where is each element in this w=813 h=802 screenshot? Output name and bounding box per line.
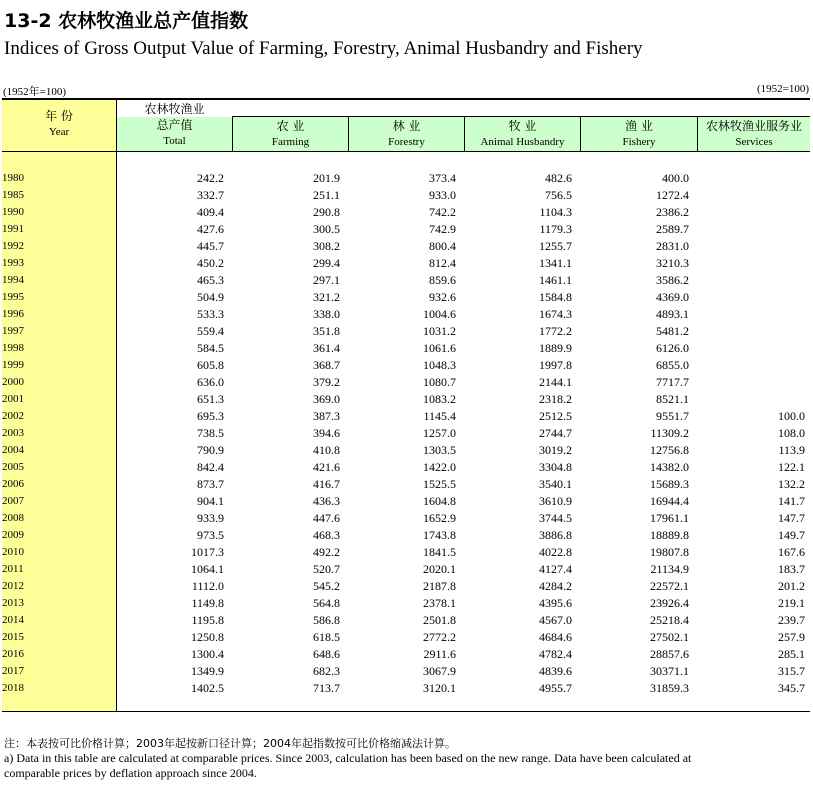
cell-animal: 1461.1 [539,273,572,287]
cell-farming: 387.3 [313,409,340,423]
cell-fishery: 25218.4 [650,613,689,627]
cell-animal: 2318.2 [539,392,572,406]
cell-fishery: 19807.8 [650,545,689,559]
cell-fishery: 9551.7 [656,409,689,423]
cell-total: 873.7 [197,477,224,491]
cell-fishery: 18889.8 [650,528,689,542]
table-row [2,663,805,680]
cell-total: 1017.3 [191,545,224,559]
cell-animal: 1674.3 [539,307,572,321]
cell-animal: 1341.1 [539,256,572,270]
cell-total: 842.4 [197,460,224,474]
cell-animal: 3886.8 [539,528,572,542]
cell-forestry: 933.0 [429,188,456,202]
table-row [2,459,805,476]
cell-animal: 482.6 [545,171,572,185]
cell-forestry: 2187.8 [423,579,456,593]
cell-total: 904.1 [197,494,224,508]
cell-farming: 251.1 [313,188,340,202]
cell-year: 2010 [2,546,24,558]
cell-animal: 1104.3 [539,205,572,219]
table-row [2,425,805,442]
header-services-en: Services [735,136,773,148]
header-animal-husbandry [465,118,580,150]
cell-year: 1992 [2,240,24,252]
cell-animal: 4567.0 [539,613,572,627]
header-fishery-en: Fishery [622,136,656,148]
cell-farming: 447.6 [313,511,340,525]
cell-farming: 564.8 [313,596,340,610]
cell-forestry: 2020.1 [423,562,456,576]
cell-animal: 4839.6 [539,664,572,678]
cell-farming: 290.8 [313,205,340,219]
cell-year: 2006 [2,478,24,490]
cell-services: 122.1 [778,460,805,474]
cell-farming: 545.2 [313,579,340,593]
cell-farming: 648.6 [313,647,340,661]
cell-total: 933.9 [197,511,224,525]
cell-total: 636.0 [197,375,224,389]
cell-forestry: 2378.1 [423,596,456,610]
cell-year: 2000 [2,376,24,388]
table-row [2,170,805,187]
cell-services [689,391,805,408]
table-row [2,612,805,629]
cell-farming: 308.2 [313,239,340,253]
cell-forestry: 800.4 [429,239,456,253]
cell-fishery: 3586.2 [656,273,689,287]
cell-total: 1402.5 [191,681,224,695]
table-row [2,187,805,204]
cell-services: 132.2 [778,477,805,491]
cell-year: 2001 [2,393,24,405]
table-row [2,680,805,697]
cell-farming: 394.6 [313,426,340,440]
cell-forestry: 3120.1 [423,681,456,695]
cell-services [689,306,805,323]
cell-year: 1999 [2,359,24,371]
cell-farming: 368.7 [313,358,340,372]
header-services [698,118,810,150]
cell-animal: 4955.7 [539,681,572,695]
cell-fishery: 2386.2 [656,205,689,219]
cell-fishery: 22572.1 [650,579,689,593]
table-row [2,578,805,595]
cell-farming: 201.9 [313,171,340,185]
cell-fishery: 21134.9 [650,562,689,576]
cell-farming: 520.7 [313,562,340,576]
cell-year: 2003 [2,427,24,439]
cell-total: 1149.8 [191,596,224,610]
cell-year: 1993 [2,257,24,269]
header-farming [233,118,348,150]
cell-farming: 299.4 [313,256,340,270]
page-title-cn: 13-2 农林牧渔业总产值指数 [4,10,249,32]
page-title-en: Indices of Gross Output Value of Farming, Forestry, Animal Husbandry and Fishery [4,38,643,59]
cell-animal: 2144.1 [539,375,572,389]
cell-services [689,170,805,187]
table-row [2,510,805,527]
cell-forestry: 1080.7 [423,375,456,389]
table-row [2,646,805,663]
top-rule [2,98,810,100]
cell-forestry: 1004.6 [423,307,456,321]
cell-fishery: 6126.0 [656,341,689,355]
cell-fishery: 7717.7 [656,375,689,389]
cell-animal: 4782.4 [539,647,572,661]
table-row [2,527,805,544]
cell-animal: 1584.8 [539,290,572,304]
cell-total: 1195.8 [191,613,224,627]
cell-fishery: 4369.0 [656,290,689,304]
header-year [2,108,116,140]
cell-farming: 410.8 [313,443,340,457]
cell-services [689,357,805,374]
cell-forestry: 1422.0 [423,460,456,474]
table-row [2,323,805,340]
cell-year: 2018 [2,682,24,694]
cell-total: 533.3 [197,307,224,321]
cell-animal: 3019.2 [539,443,572,457]
cell-farming: 416.7 [313,477,340,491]
cell-farming: 300.5 [313,222,340,236]
cell-forestry: 1525.5 [423,477,456,491]
cell-animal: 1179.3 [539,222,572,236]
cell-forestry: 742.9 [429,222,456,236]
cell-total: 1300.4 [191,647,224,661]
cell-year: 2008 [2,512,24,524]
cell-services [689,255,805,272]
cell-farming: 369.0 [313,392,340,406]
cell-services [689,238,805,255]
cell-forestry: 1031.2 [423,324,456,338]
cell-year: 1994 [2,274,24,286]
cell-services: 201.2 [778,579,805,593]
header-animal-en: Animal Husbandry [480,136,565,148]
cell-forestry: 3067.9 [423,664,456,678]
cell-services: 239.7 [778,613,805,627]
cell-forestry: 742.2 [429,205,456,219]
cell-year: 2012 [2,580,24,592]
data-table [2,170,805,697]
cell-services: 147.7 [778,511,805,525]
table-row [2,544,805,561]
cell-year: 2011 [2,563,24,575]
cell-total: 1112.0 [191,579,224,593]
cell-year: 1998 [2,342,24,354]
cell-animal: 1889.9 [539,341,572,355]
cell-year: 2004 [2,444,24,456]
cell-services: 167.6 [778,545,805,559]
cell-forestry: 859.6 [429,273,456,287]
footnote-en-1: a) Data in this table are calculated at comparable prices. Since 2003, calculation has been based on the new range. Data have been calculated at [4,751,692,765]
cell-forestry: 373.4 [429,171,456,185]
cell-total: 1250.8 [191,630,224,644]
cell-animal: 4284.2 [539,579,572,593]
table-row [2,595,805,612]
cell-services [689,374,805,391]
cell-farming: 436.3 [313,494,340,508]
cell-animal: 1997.8 [539,358,572,372]
cell-services: 100.0 [778,409,805,423]
cell-animal: 3304.8 [539,460,572,474]
cell-year: 1985 [2,189,24,201]
cell-farming: 338.0 [313,307,340,321]
cell-total: 409.4 [197,205,224,219]
cell-year: 1995 [2,291,24,303]
table-row [2,238,805,255]
cell-total: 790.9 [197,443,224,457]
cell-animal: 4395.6 [539,596,572,610]
cell-total: 584.5 [197,341,224,355]
cell-forestry: 2772.2 [423,630,456,644]
cell-forestry: 1652.9 [423,511,456,525]
cell-forestry: 2501.8 [423,613,456,627]
cell-services [689,221,805,238]
cell-fishery: 2831.0 [656,239,689,253]
footnote-cn: 注：本表按可比价格计算；2003年起按新口径计算；2004年起指数按可比价格缩减法计算。 [4,737,456,750]
cell-services: 345.7 [778,681,805,695]
header-forestry-en: Forestry [388,136,425,148]
cell-fishery: 23926.4 [650,596,689,610]
cell-fishery: 3210.3 [656,256,689,270]
cell-services [689,323,805,340]
table-row [2,561,805,578]
cell-year: 1991 [2,223,24,235]
cell-year: 1990 [2,206,24,218]
cell-fishery: 4893.1 [656,307,689,321]
cell-services: 219.1 [778,596,805,610]
table-row [2,493,805,510]
cell-fishery: 28857.6 [650,647,689,661]
table-bottom-rule [2,711,810,712]
cell-forestry: 932.6 [429,290,456,304]
cell-forestry: 1061.6 [423,341,456,355]
cell-fishery: 12756.8 [650,443,689,457]
cell-fishery: 11309.2 [650,426,689,440]
cell-year: 2002 [2,410,24,422]
table-row [2,357,805,374]
cell-farming: 586.8 [313,613,340,627]
header-total-en: Total [163,135,186,147]
cell-animal: 4127.4 [539,562,572,576]
cell-fishery: 6855.0 [656,358,689,372]
cell-fishery: 5481.2 [656,324,689,338]
cell-animal: 4022.8 [539,545,572,559]
table-row [2,442,805,459]
cell-fishery: 27502.1 [650,630,689,644]
cell-total: 738.5 [197,426,224,440]
cell-services [689,272,805,289]
table-row [2,255,805,272]
table-row [2,391,805,408]
cell-total: 504.9 [197,290,224,304]
cell-total: 445.7 [197,239,224,253]
cell-year: 2007 [2,495,24,507]
cell-farming: 361.4 [313,341,340,355]
cell-forestry: 812.4 [429,256,456,270]
cell-year: 1997 [2,325,24,337]
cell-animal: 3540.1 [539,477,572,491]
header-total-cn2: 总产值 [156,118,193,132]
cell-year: 2014 [2,614,24,626]
cell-fishery: 14382.0 [650,460,689,474]
cell-year: 2017 [2,665,24,677]
table-row [2,629,805,646]
cell-total: 465.3 [197,273,224,287]
cell-fishery: 30371.1 [650,664,689,678]
cell-year: 2005 [2,461,24,473]
header-bottom-rule [2,151,810,152]
table-row [2,476,805,493]
cell-fishery: 400.0 [662,171,689,185]
cell-total: 559.4 [197,324,224,338]
table-row [2,340,805,357]
cell-total: 1064.1 [191,562,224,576]
cell-total: 605.8 [197,358,224,372]
header-year-en: Year [48,126,70,138]
subheader-rule [232,116,810,117]
table-row [2,374,805,391]
cell-animal: 2512.5 [539,409,572,423]
cell-animal: 2744.7 [539,426,572,440]
cell-services [689,289,805,306]
cell-farming: 379.2 [313,375,340,389]
header-services-cn: 农林牧渔业服务业 [705,119,802,133]
cell-services: 113.9 [778,443,805,457]
cell-forestry: 1841.5 [423,545,456,559]
header-fishery-cn: 渔 业 [625,119,653,133]
cell-year: 2013 [2,597,24,609]
table-row [2,221,805,238]
cell-total: 695.3 [197,409,224,423]
cell-total: 332.7 [197,188,224,202]
cell-fishery: 31859.3 [650,681,689,695]
cell-forestry: 2911.6 [423,647,456,661]
cell-fishery: 16944.4 [650,494,689,508]
cell-services: 149.7 [778,528,805,542]
cell-farming: 468.3 [313,528,340,542]
cell-forestry: 1048.3 [423,358,456,372]
cell-forestry: 1743.8 [423,528,456,542]
cell-farming: 492.2 [313,545,340,559]
cell-animal: 3610.9 [539,494,572,508]
header-farming-cn: 农 业 [276,119,305,133]
cell-farming: 682.3 [313,664,340,678]
footnotes [4,736,804,781]
cell-services: 315.7 [778,664,805,678]
cell-forestry: 1257.0 [423,426,456,440]
cell-total: 450.2 [197,256,224,270]
cell-animal: 3744.5 [539,511,572,525]
table-row [2,408,805,425]
cell-services: 285.1 [778,647,805,661]
cell-farming: 321.2 [313,290,340,304]
cell-year: 1980 [2,172,24,184]
cell-total: 427.6 [197,222,224,236]
header-fishery [581,118,697,150]
cell-animal: 4684.6 [539,630,572,644]
cell-fishery: 15689.3 [650,477,689,491]
cell-forestry: 1303.5 [423,443,456,457]
table-row [2,306,805,323]
cell-total: 242.2 [197,171,224,185]
cell-total: 651.3 [197,392,224,406]
unit-note-en: (1952=100) [756,83,809,95]
cell-fishery: 1272.4 [656,188,689,202]
cell-animal: 1772.2 [539,324,572,338]
cell-animal: 1255.7 [539,239,572,253]
cell-total: 1349.9 [191,664,224,678]
cell-year: 1996 [2,308,24,320]
cell-services: 141.7 [778,494,805,508]
cell-farming: 297.1 [313,273,340,287]
cell-services [689,204,805,221]
cell-forestry: 1604.8 [423,494,456,508]
table-row [2,204,805,221]
header-farming-en: Farming [271,136,310,148]
cell-fishery: 2589.7 [656,222,689,236]
cell-forestry: 1083.2 [423,392,456,406]
cell-year: 2009 [2,529,24,541]
header-year-cn: 年 份 [45,109,73,123]
cell-services [689,187,805,204]
cell-services: 183.7 [778,562,805,576]
cell-animal: 756.5 [545,188,572,202]
unit-note-cn: (1952年=100) [3,86,67,98]
cell-services: 108.0 [778,426,805,440]
header-total-cn1: 农林牧渔业 [144,102,205,116]
header-total [117,101,232,149]
cell-farming: 713.7 [313,681,340,695]
cell-services [689,340,805,357]
cell-farming: 351.8 [313,324,340,338]
header-animal-cn: 牧 业 [508,119,537,133]
cell-year: 2016 [2,648,24,660]
table-row [2,289,805,306]
cell-services: 257.9 [778,630,805,644]
table-row [2,272,805,289]
cell-forestry: 1145.4 [423,409,456,423]
cell-fishery: 17961.1 [650,511,689,525]
cell-year: 2015 [2,631,24,643]
cell-total: 973.5 [197,528,224,542]
cell-farming: 421.6 [313,460,340,474]
cell-farming: 618.5 [313,630,340,644]
cell-fishery: 8521.1 [656,392,689,406]
footnote-en-2: comparable prices by deflation approach since 2004. [4,766,257,780]
header-forestry-cn: 林 业 [392,119,421,133]
header-forestry [349,118,464,150]
